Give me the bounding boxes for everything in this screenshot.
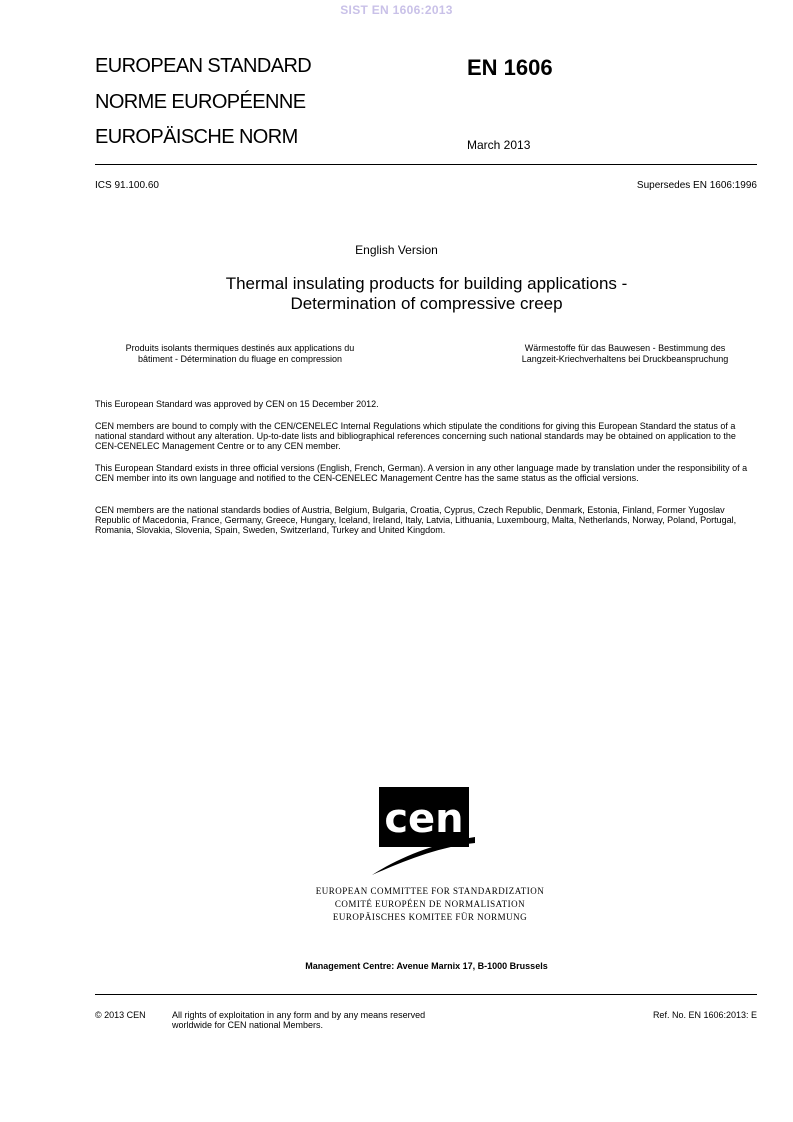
compliance-paragraph: CEN members are bound to comply with the CEN/CENELEC Internal Regulations which stipulate the conditions for giving this European Standard the status of a national standard without any alteration. Up-to-date lists and bibliographical references concerning such national standards may be obtained on application to the CEN-CENELEC Management Centre or to any CEN member. — [95, 421, 736, 451]
rights-line-1: All rights of exploitation in any form and by any means reserved — [172, 1010, 426, 1020]
standard-number: EN 1606 — [467, 55, 553, 80]
standard-name-en: EUROPEAN STANDARD — [95, 55, 312, 77]
copyright: © 2013 CEN — [95, 1010, 146, 1020]
reference-number: Ref. No. EN 1606:2013: E — [652, 1010, 757, 1020]
versions-paragraph: This European Standard exists in three official versions (English, French, German). A version in any other language made by translation under the responsibility of a CEN member into its own language and notified to the CEN-CENELEC Management Centre has the same status as the official versions. — [95, 463, 748, 483]
french-title-line-2: bâtiment - Détermination du fluage en compression — [137, 354, 343, 364]
header-divider — [95, 164, 757, 165]
german-title-line-1: Wärmestoffe für das Bauwesen - Bestimmung des — [524, 343, 726, 353]
committee-name-fr: COMITÉ EUROPÉEN DE NORMALISATION — [334, 899, 526, 909]
title-line-2: Determination of compressive creep — [290, 294, 563, 313]
cen-logo-text: cen — [384, 796, 464, 842]
cen-logo — [370, 785, 490, 880]
german-title — [460, 343, 790, 365]
rights-line-2: worldwide for CEN national Members. — [172, 1020, 324, 1030]
management-centre-address: Management Centre: Avenue Marnix 17, B-1000 Brussels — [305, 961, 548, 971]
ics-code: ICS 91.100.60 — [95, 180, 159, 191]
standard-name-fr: NORME EUROPÉENNE — [95, 91, 306, 113]
committee-name-en: EUROPEAN COMMITTEE FOR STANDARDIZATION — [315, 886, 545, 896]
supersedes-note: Supersedes EN 1606:1996 — [636, 180, 757, 191]
footer-divider — [95, 994, 757, 995]
committee-name-de: EUROPÄISCHES KOMITEE FÜR NORMUNG — [332, 912, 528, 922]
version-label: English Version — [355, 243, 438, 257]
french-title — [95, 343, 385, 365]
cen-logo-graphic — [370, 785, 490, 880]
document-title — [0, 274, 793, 314]
watermark: SIST EN 1606:2013 — [340, 3, 453, 17]
approval-paragraph: This European Standard was approved by CEN on 15 December 2012. — [95, 399, 379, 409]
standard-name-de: EUROPÄISCHE NORM — [95, 126, 298, 148]
rights-notice — [172, 1010, 425, 1030]
publication-date: March 2013 — [467, 138, 531, 152]
german-title-line-2: Langzeit-Kriechverhaltens bei Druckbeanspruchung — [521, 354, 729, 364]
title-line-1: Thermal insulating products for building applications - — [225, 274, 628, 293]
members-paragraph: CEN members are the national standards bodies of Austria, Belgium, Bulgaria, Croatia, Cyprus, Czech Republic, Denmark, Estonia, Finland, Former Yugoslav Republic of Macedonia, France, Germany, Greece, Hungary, Iceland, Ireland, Italy, Latvia, Lithuania, Luxembourg, Malta, Netherlands, Norway, Poland, Portugal, Romania, Slovakia, Slovenia, Spain, Sweden, Switzerland, Turkey and United Kingdom. — [95, 505, 737, 535]
french-title-line-1: Produits isolants thermiques destinés aux applications du — [125, 343, 355, 353]
